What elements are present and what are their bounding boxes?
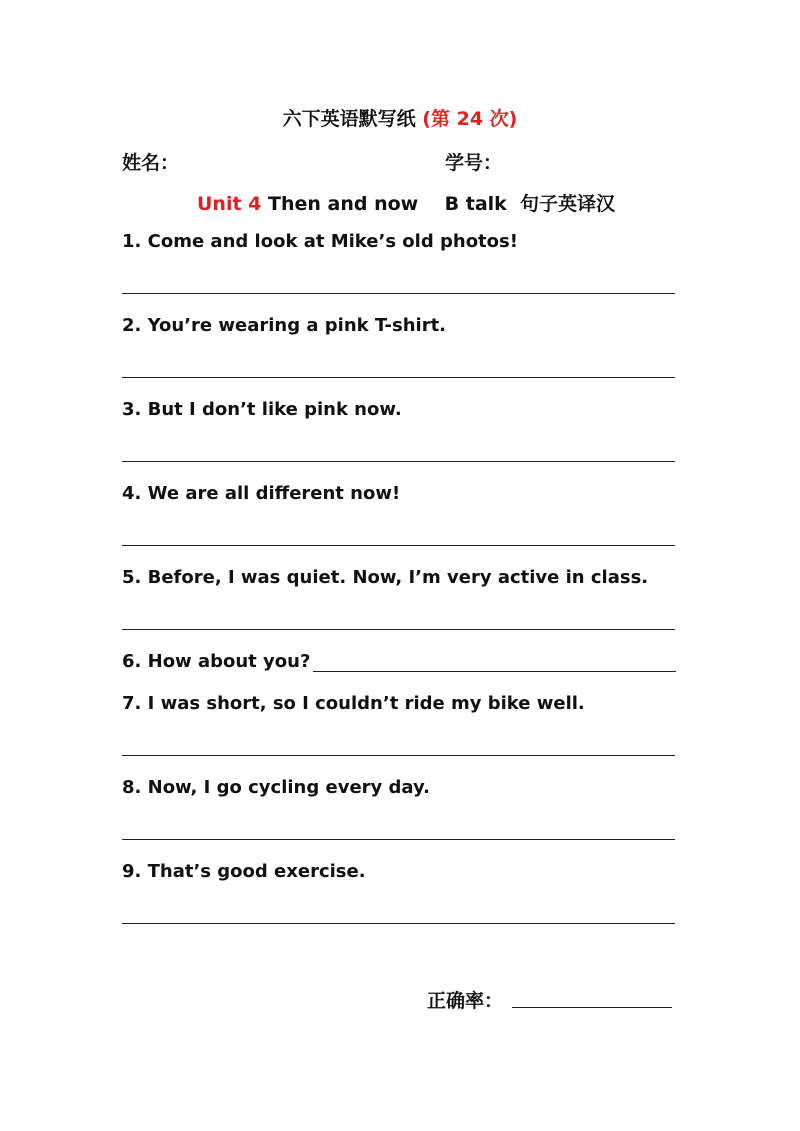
answer-line-9[interactable] [122, 923, 675, 924]
unit-subtitle [197, 189, 615, 216]
sentence-3: 3. But I don’t like pink now. [122, 399, 402, 420]
answer-line-3[interactable] [122, 461, 675, 462]
answer-line-8[interactable] [122, 839, 675, 840]
sentence-8: 8. Now, I go cycling every day. [122, 777, 430, 798]
answer-line-4[interactable] [122, 545, 675, 546]
title-session: (第 24 次) [422, 108, 518, 130]
answer-line-5[interactable] [122, 629, 675, 630]
sentence-6: 6. How about you? [122, 651, 311, 672]
answer-line-7[interactable] [122, 755, 675, 756]
sentence-9: 9. That’s good exercise. [122, 861, 366, 882]
student-id-label: 学号： [445, 152, 503, 174]
accuracy-label: 正确率： [427, 990, 504, 1012]
unit-topic: Then and now B talk 句子英译汉 [261, 193, 616, 215]
answer-line-1[interactable] [122, 293, 675, 294]
accuracy-line[interactable] [512, 1007, 672, 1008]
name-label: 姓名： [122, 152, 180, 174]
unit-label: Unit 4 [197, 193, 262, 215]
answer-line-6[interactable] [313, 671, 676, 672]
sentence-1: 1. Come and look at Mike’s old photos! [122, 231, 518, 252]
sentence-4: 4. We are all different now! [122, 483, 401, 504]
title-text: 六下英语默写纸 [282, 108, 416, 130]
sentence-5: 5. Before, I was quiet. Now, I’m very active in class. [122, 567, 649, 588]
answer-line-2[interactable] [122, 377, 675, 378]
sentence-7: 7. I was short, so I couldn’t ride my bike well. [122, 693, 585, 714]
sentence-2: 2. You’re wearing a pink T-shirt. [122, 315, 447, 336]
page-title [0, 104, 800, 131]
